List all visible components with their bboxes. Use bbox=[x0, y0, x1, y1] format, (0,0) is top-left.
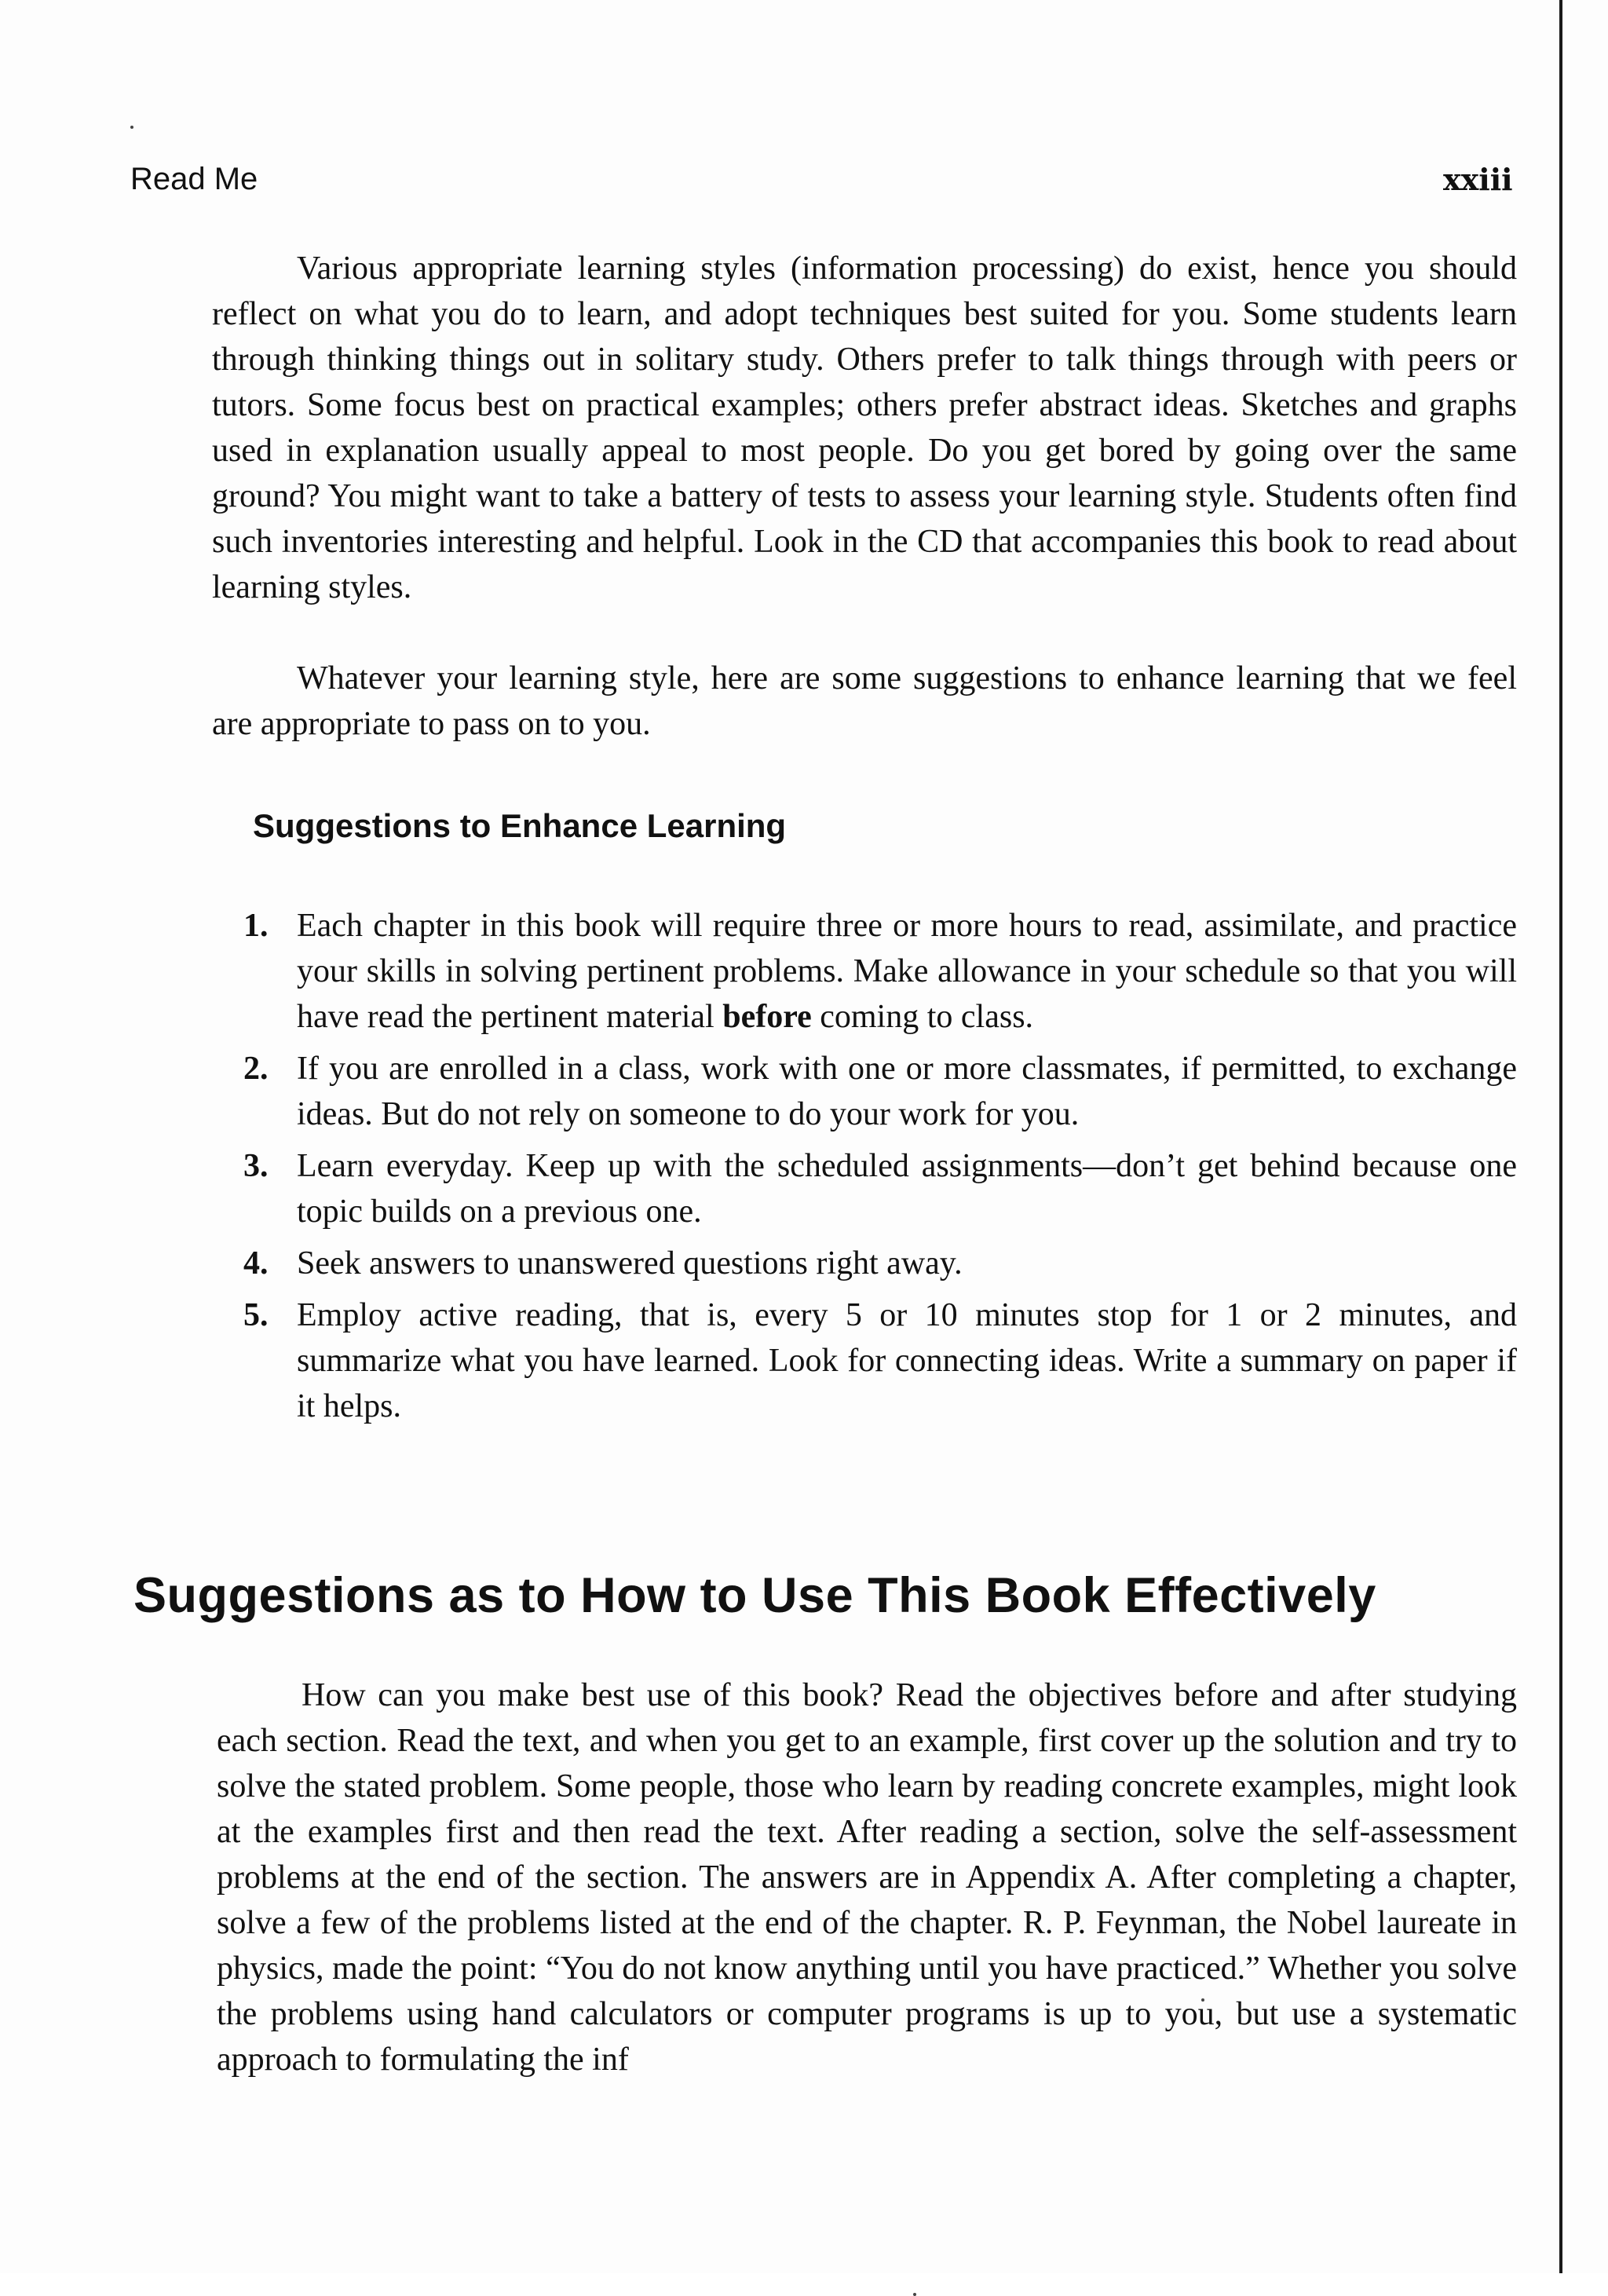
list-item-emphasis: before bbox=[722, 999, 812, 1035]
list-item-number: 5. bbox=[243, 1297, 269, 1333]
list-item-text: Seek answers to unanswered questions right away. bbox=[297, 1245, 963, 1281]
list-item-text: If you are enrolled in a class, work with one or more classmates, if permitted, to exchange ideas. But do not rely on someone to do your work for you. bbox=[297, 1051, 1517, 1132]
page-number: xxiii bbox=[1443, 162, 1513, 197]
suggestions-heading: Suggestions to Enhance Learning bbox=[253, 807, 787, 844]
list-item-text: Learn everyday. Keep up with the scheduled assignments—don’t get behind because one topic builds on a previous one. bbox=[297, 1148, 1517, 1230]
intro-paragraph-2: Whatever your learning style, here are some suggestions to enhance learning that we feel are appropriate to pass on to you. bbox=[212, 660, 1517, 742]
scan-speck bbox=[913, 2293, 916, 2296]
page-edge-line bbox=[1559, 0, 1562, 2273]
list-item bbox=[243, 1292, 1517, 1429]
list-item-number: 2. bbox=[243, 1051, 269, 1087]
list-item bbox=[243, 903, 1517, 1040]
list-item-number: 3. bbox=[243, 1148, 269, 1184]
scan-speck bbox=[130, 126, 133, 129]
list-item-number: 1. bbox=[243, 908, 269, 944]
list-item-text: Each chapter in this book will require three or more hours to read, assimilate, and practice your skills in solving pertinent problems. Make allowance in your schedule so that you will have read the pertinent material bbox=[297, 908, 1517, 1035]
list-item-text-end: coming to class. bbox=[811, 999, 1034, 1035]
intro-paragraph-1: Various appropriate learning styles (information processing) do exist, hence you should reflect on what you do to learn, and adopt techniques best suited for you. Some students learn through thinking things out in solitary study. Others prefer to talk things through with peers or tutors. Some focus best on practical examples; others prefer abstract ideas. Sketches and graphs used in explanation usually appeal to most people. Do you get bored by going over the same ground? You might want to take a battery of tests to assess your learning style. Students often find such inventories interesting and helpful. Look in the CD that accompanies this book to read about learning styles. bbox=[212, 250, 1517, 605]
suggestions-list bbox=[243, 903, 1517, 1435]
running-head: Read Me bbox=[130, 162, 258, 196]
list-item-number: 4. bbox=[243, 1245, 269, 1281]
list-item-text: Employ active reading, that is, every 5 or 10 minutes stop for 1 or 2 minutes, and summarize what you have learned. Look for connecting ideas. Write a summary on paper if it helps. bbox=[297, 1297, 1517, 1424]
usage-paragraph: How can you make best use of this book? Read the objectives before and after studying each section. Read the text, and when you get to an example, first cover up the solution and try to solve the stated problem. Some people, those who learn by reading concrete examples, might look at the examples first and then read the text. After reading a section, solve the self-assessment problems at the end of the section. The answers are in Appendix A. After completing a chapter, solve a few of the problems listed at the end of the chapter. R. P. Feynman, the Nobel laureate in physics, made the point: “You do not know anything until you have practiced.” Whether you solve the problems using hand calculators or computer programs is up to you, but use a systematic approach to formulating the inf bbox=[217, 1677, 1517, 2078]
list-item bbox=[243, 1046, 1517, 1137]
list-item bbox=[243, 1241, 1517, 1286]
section-title: Suggestions as to How to Use This Book Effectively bbox=[133, 1568, 1376, 1623]
list-item bbox=[243, 1143, 1517, 1234]
